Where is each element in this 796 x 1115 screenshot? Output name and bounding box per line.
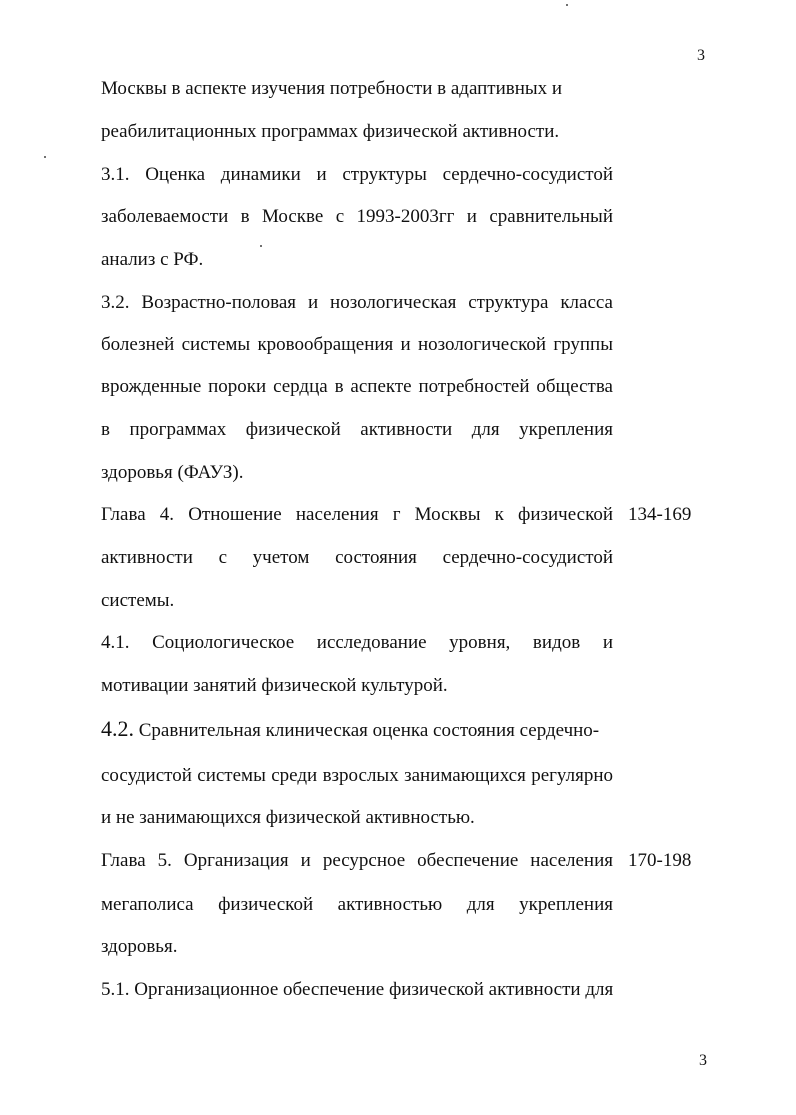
page-number-top: 3 bbox=[697, 47, 705, 64]
toc-line: мотивации занятий физической культурой. bbox=[101, 675, 448, 696]
toc-section-4-2 bbox=[101, 717, 613, 743]
toc-line: реабилитационных программах физической активности. bbox=[101, 121, 560, 142]
toc-line: системы. bbox=[101, 590, 175, 611]
toc-line: 3.1. Оценка динамики и структуры сердечно-сосудистой bbox=[101, 164, 613, 185]
toc-line: заболеваемости в Москве с 1993-2003гг и сравнительный bbox=[101, 206, 613, 227]
toc-line: 3.2. Возрастно-половая и нозологическая структура класса bbox=[101, 292, 613, 313]
toc-line: болезней системы кровообращения и нозологической группы bbox=[101, 334, 613, 355]
toc-line: врожденные пороки сердца в аспекте потребностей общества bbox=[101, 376, 613, 397]
toc-line: Москвы в аспекте изучения потребности в адаптивных и bbox=[101, 78, 563, 99]
toc-line: здоровья. bbox=[101, 936, 178, 957]
toc-line: анализ с РФ. bbox=[101, 249, 204, 270]
scan-speck bbox=[44, 156, 46, 158]
toc-line: активности с учетом состояния сердечно-сосудистой bbox=[101, 547, 613, 568]
section-title: Сравнительная клиническая оценка состояния сердечно- bbox=[134, 720, 600, 741]
toc-line: здоровья (ФАУЗ). bbox=[101, 462, 244, 483]
toc-line: 4.1. Социологическое исследование уровня, видов и bbox=[101, 632, 613, 653]
toc-page-range: 134-169 bbox=[628, 504, 692, 525]
toc-line: 5.1. Организационное обеспечение физической активности для bbox=[101, 979, 614, 1000]
scan-speck bbox=[260, 245, 262, 247]
toc-chapter-5-title: Глава 5. Организация и ресурсное обеспечение населения bbox=[101, 850, 613, 871]
toc-line: и не занимающихся физической активностью. bbox=[101, 807, 475, 828]
toc-chapter-4-title: Глава 4. Отношение населения г Москвы к физической bbox=[101, 504, 613, 525]
page-number-bottom: 3 bbox=[699, 1052, 707, 1069]
toc-line: в программах физической активности для укрепления bbox=[101, 419, 613, 440]
section-number: 4.2. bbox=[101, 716, 134, 741]
toc-line: мегаполиса физической активностью для укрепления bbox=[101, 894, 613, 915]
scan-speck bbox=[566, 4, 568, 6]
toc-page-range: 170-198 bbox=[628, 850, 692, 871]
toc-line: сосудистой системы среди взрослых занимающихся регулярно bbox=[101, 765, 613, 786]
